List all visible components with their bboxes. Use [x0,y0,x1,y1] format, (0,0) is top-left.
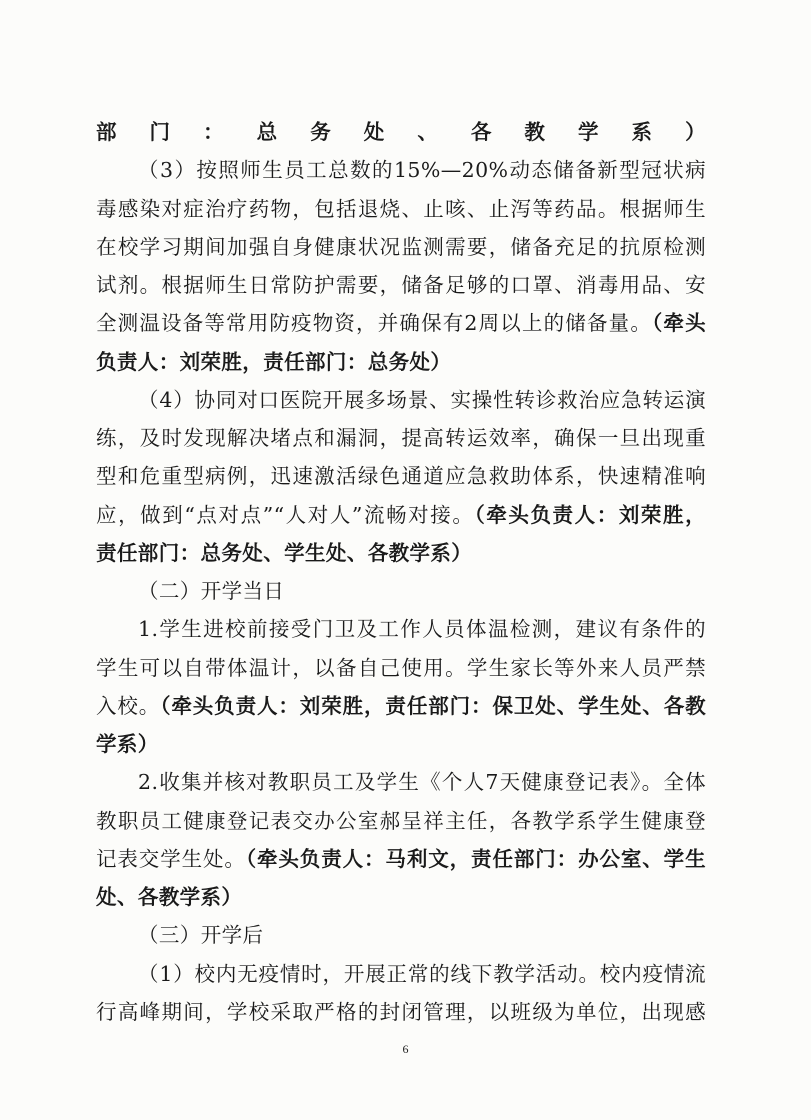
body-text: 入校。 [96,693,161,718]
bold-text: （牵头负责人：马利文，责任部门：办公室、学生 [245,846,706,871]
body-text: 毒感染对症治疗药物，包括退烧、止咳、止泻等药品。根据师生 [96,196,706,221]
text-line [96,190,706,228]
paragraph-start-line [96,381,706,419]
bold-text: 负责人：刘荣胜，责任部门：总务处） [96,349,452,374]
body-text: （4）协同对口医院开展多场景、实操性转诊救治应急转运演 [138,387,706,412]
text-line [96,534,706,572]
heading-text: （二）开学当日 [138,579,285,603]
body-text: 2.收集并核对教职员工及学生《个人7天健康登记表》。全体 [138,770,706,795]
body-text: 学生可以自带体温计，以备自己使用。学生家长等外来人员严禁 [96,655,706,680]
paragraph-start-line [96,151,706,189]
body-text: 全测温设备等常用防疫物资，并确保有2周以上的储备量。 [96,311,652,336]
text-line [96,457,706,495]
body-text: 应，做到“点对点”“人对人”流畅对接。 [96,502,475,527]
text-line [96,304,706,342]
paragraph-start-line [96,955,706,993]
body-text: 教职员工健康登记表交办公室郝呈祥主任，各教学系学生健康登 [96,808,706,833]
text-line [96,419,706,457]
text-line [96,725,706,763]
paragraph-start-line [96,763,706,801]
text-line [96,228,706,266]
document-body [96,113,706,1031]
bold-text: （牵头负责人：刘荣胜， [474,502,706,527]
text-line [96,802,706,840]
paragraph-start-line [96,610,706,648]
text-line [96,649,706,687]
body-text: 1.学生进校前接受门卫及工作人员体温检测，建议有条件的 [138,617,706,642]
bold-text: 部门：总务处、各教学系） [96,120,706,144]
body-text: 练，及时发现解决堵点和漏洞，提高转运效率，确保一旦出现重 [96,426,706,450]
bold-text: 学系） [96,732,159,756]
bold-text: （牵头 [652,311,706,336]
text-line [96,266,706,304]
text-line [96,343,706,381]
section-heading [96,572,706,610]
bold-text: 责任部门：总务处、学生处、各教学系） [96,540,473,565]
text-line [96,993,706,1031]
section-heading [96,916,706,954]
bold-text: 处、各教学系） [96,885,243,909]
body-text: 在校学习期间加强自身健康状况监测需要，储备充足的抗原检测 [96,234,706,259]
text-line [96,496,706,534]
page-number: 6 [402,1042,409,1056]
text-line [96,878,706,916]
bold-text: （牵头负责人：刘荣胜，责任部门：保卫处、学生处、各教 [160,693,706,718]
body-text: 试剂。根据师生日常防护需要，储备足够的口罩、消毒用品、安 [96,273,706,297]
body-text: 记表交学生处。 [96,846,246,871]
heading-text: （三）开学后 [138,923,264,948]
body-text: （1）校内无疫情时，开展正常的线下教学活动。校内疫情流 [138,961,706,986]
body-text: 型和危重型病例，迅速激活绿色通道应急救助体系，快速精准响 [96,464,706,489]
text-line [96,687,706,725]
body-text: （3）按照师生员工总数的15%—20%动态储备新型冠状病 [138,158,706,183]
text-line [96,113,706,151]
body-text: 行高峰期间，学校采取严格的封闭管理，以班级为单位，出现感 [96,999,706,1024]
text-line [96,840,706,878]
